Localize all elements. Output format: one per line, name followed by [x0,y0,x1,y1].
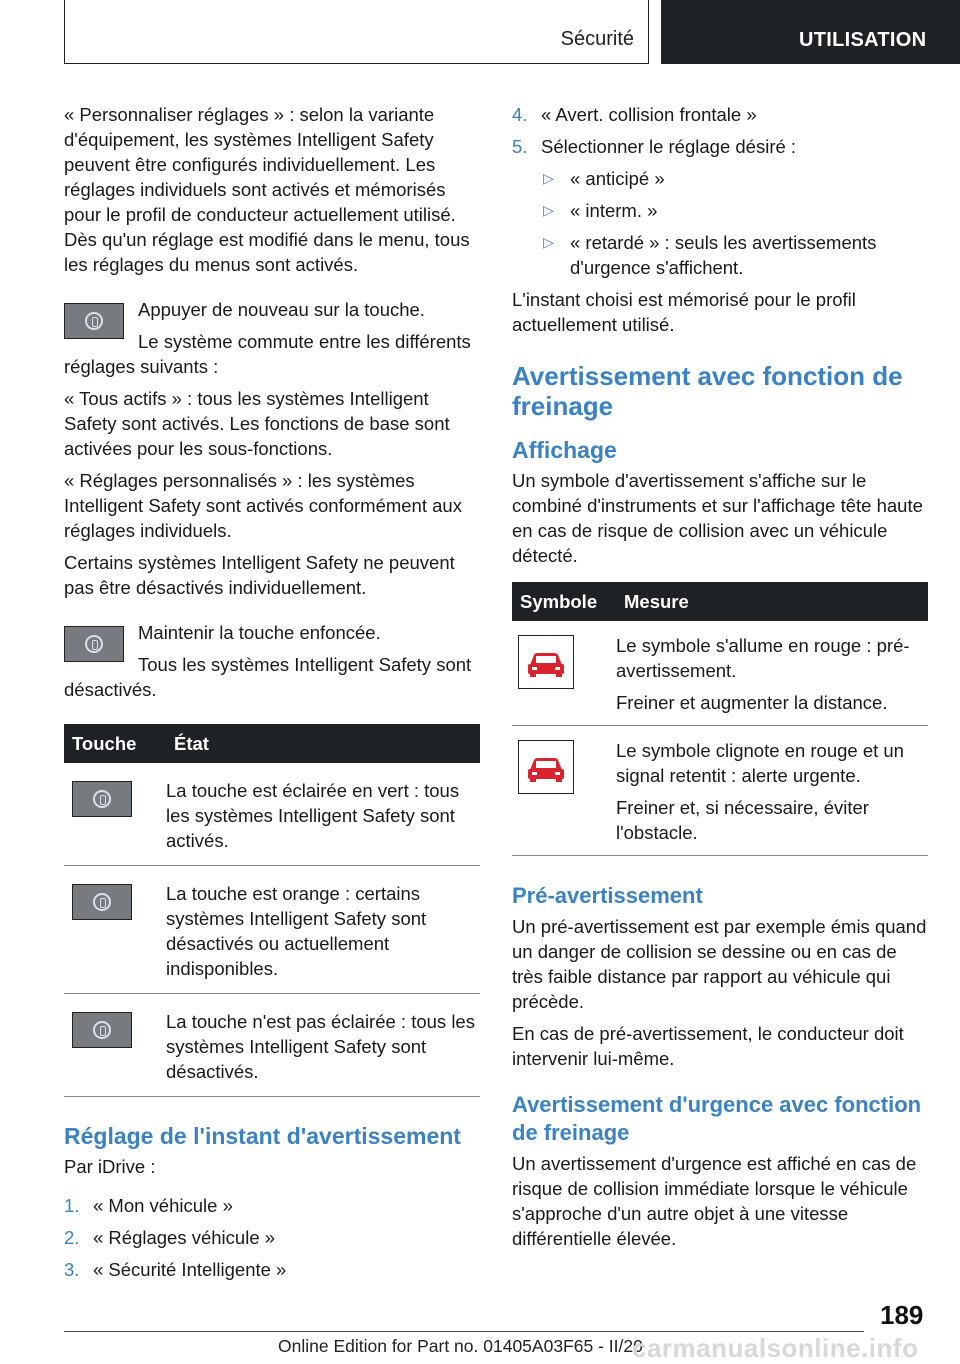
intelligent-safety-key-icon [64,303,124,339]
footer-divider [64,1331,864,1332]
table-row [64,763,480,866]
list-item: ▷ « retardé » : seuls les avertissements d'urgence s'affichent. [543,232,877,278]
hold-text: Maintenir la touche enfoncée. [138,622,381,643]
all-active-text: « Tous actifs » : tous les systèmes Intelligent Safety sont activés. Les fonctions de base sont activées pour les sous-fonctions. [64,388,450,459]
intelligent-safety-key-icon [64,626,124,662]
header-section-box [64,0,649,64]
header-chapter-box [661,0,960,64]
triangle-bullet-icon: ▷ [543,202,554,218]
header-section: Sécurité [560,28,634,50]
list-item: 3. « Sécurité Intelligente » [64,1259,287,1280]
key-orange-icon [72,884,132,920]
triangle-bullet-icon: ▷ [543,170,554,186]
state-text: La touche n'est pas éclairée : tous les systèmes Intelligent Safety sont désactivés. [166,1011,475,1082]
measure-text: Le symbole clignote en rouge et un signal retentit : alerte urgente. [616,740,904,786]
switch-text: Le système commute entre les différents réglages suivants : [64,331,471,377]
state-text: La touche est éclairée en vert : tous les systèmes Intelligent Safety sont activés. [166,780,460,851]
heading-urgent-warning: Avertissement d'urgence avec fonction de freinage [512,1092,922,1145]
press-again-text: Appuyer de nouveau sur la touche. [138,299,425,320]
heading-brake-warning: Avertissement avec fonction de freinage [512,361,903,421]
list-item: 5. Sélectionner le réglage désiré : [512,136,797,157]
press-again-block [64,297,480,379]
measure-text: Le symbole s'allume en rouge : pré-avertissement. [616,635,910,681]
table-row [64,866,480,994]
list-item: 2. « Réglages véhicule » [64,1227,276,1248]
pre-warning-text-2: En cas de pré-avertissement, le conducteur doit intervenir lui-même. [512,1023,904,1069]
col-header-symbol: Symbole [512,582,616,621]
measure-text: Freiner et, si nécessaire, éviter l'obstacle. [616,797,869,843]
col-header-key: Touche [64,724,166,763]
car-warning-icon [518,740,574,794]
table-row [512,621,928,726]
right-column [512,102,928,1258]
col-header-state: État [166,724,480,763]
heading-display: Affichage [512,437,617,463]
table-row [512,726,928,856]
symbol-table [512,582,928,856]
list-item: 1. « Mon véhicule » [64,1195,233,1216]
key-state-table [64,724,480,1097]
saved-text: L'instant choisi est mémorisé pour le profil actuellement utilisé. [512,289,856,335]
custom-settings-text: « Réglages personnalisés » : les systèmes Intelligent Safety sont activés conformément aux réglages individuels. [64,470,462,541]
certain-systems-text: Certains systèmes Intelligent Safety ne peuvent pas être désactivés individuellement. [64,552,455,598]
urgent-warning-text: Un avertissement d'urgence est affiché en cas de risque de collision immédiate lorsque le véhicule s'approche d'un autre objet à une vitesse différentielle élevée. [512,1153,917,1249]
steps-list-left [64,1193,480,1282]
list-item: ▷ « anticipé » [543,168,665,189]
steps-list-right [512,102,928,159]
measure-text: Freiner et augmenter la distance. [616,692,888,713]
col-header-measure: Mesure [616,582,928,621]
header-chapter: UTILISATION [799,29,927,51]
heading-pre-warning: Pré-avertissement [512,883,703,908]
table-row [64,994,480,1097]
key-off-icon [72,1012,132,1048]
footer-edition: Online Edition for Part no. 01405A03F65 - II/20 [278,1336,643,1356]
all-off-text: Tous les systèmes Intelligent Safety sont désactivés. [64,654,472,700]
list-item: 4. « Avert. collision frontale » [512,104,757,125]
list-item: ▷ « interm. » [543,200,658,221]
display-text: Un symbole d'avertissement s'affiche sur le combiné d'instruments et sur l'affichage tête haute en cas de risque de collision avec un véhicule détecté. [512,470,923,566]
page-number: 189 [880,1300,924,1330]
state-text: La touche est orange : certains systèmes Intelligent Safety sont désactivés ou actuellement indisponibles. [166,883,427,979]
pre-warning-text-1: Un pré-avertissement est par exemple émis quand un danger de collision se dessine ou en cas de très faible distance par rapport au véhicule qui précède. [512,916,927,1012]
watermark: carmanualsonline.info [632,1333,919,1363]
triangle-bullet-icon: ▷ [543,234,554,250]
hold-block [64,620,480,702]
via-idrive: Par iDrive : [64,1156,156,1177]
intro-paragraph: « Personnaliser réglages » : selon la variante d'équipement, les systèmes Intelligent Safety peuvent être configurés individuellement. Les réglages individuels sont activés et mémorisés pour le profil de conducteur actuellement utilisé. Dès qu'un réglage est modifié dans le menu, tous les réglages du menus sont activés. [64,104,470,275]
options-list [512,166,928,280]
left-column [64,102,480,1289]
key-green-icon [72,781,132,817]
car-warning-icon [518,635,574,689]
heading-warning-time: Réglage de l'instant d'avertissement [64,1123,461,1149]
